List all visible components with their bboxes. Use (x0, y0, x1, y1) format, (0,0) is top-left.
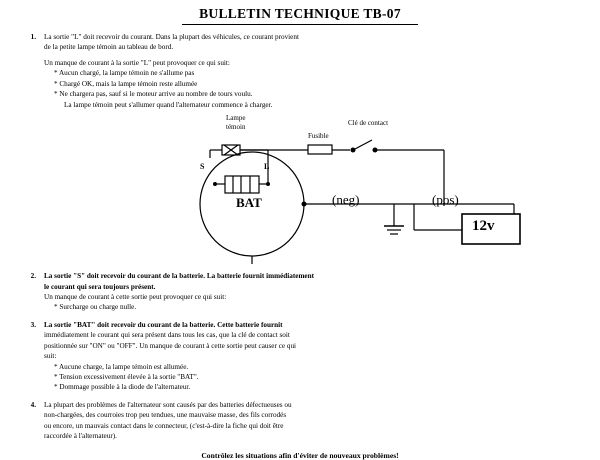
item-line: non-chargées, des courroies trop peu tendues, une mauvaise masse, des fils corrodés (44, 411, 287, 420)
item-line: positionnée sur "ON" ou "OFF". Un manque de courant à cette sortie peut causer ce qui (44, 341, 297, 350)
wiring-diagram (14, 114, 586, 264)
list-item (14, 320, 586, 393)
item-number: 2. (30, 272, 36, 281)
lamp-label-line1: Lampe (226, 114, 246, 123)
item-number: 1. (30, 33, 36, 41)
item-line: le courant qui sera toujours présent. (44, 282, 156, 291)
item-line: immédiatement le courant qui sera présent dans tous les cas, que la clé de contact soit (44, 331, 290, 340)
item-line: suit: (44, 352, 57, 361)
terminal-s-stud (213, 182, 217, 186)
title-underline (182, 24, 418, 25)
item-body (44, 320, 586, 393)
item-line: * Tension excessivement élevée à la sortie "BAT". (54, 373, 199, 381)
wiring-diagram-svg (14, 114, 586, 264)
item-line: La plupart des problèmes de l'alternateur sont causés par des batteries défectueuses ou (44, 400, 292, 409)
battery-label: 12v (472, 218, 495, 235)
item-line: La sortie "L" doit recevoir du courant. Dans la plupart des véhicules, ce courant provient (44, 33, 299, 41)
item-line: * Dommage possible à la diode de l'alternateur. (54, 383, 191, 392)
item-number: 4. (30, 400, 36, 409)
terminal-l-stud (266, 182, 270, 186)
item-line: Un manque de courant à la sortie "L" peut provoquer ce qui suit: (44, 58, 230, 67)
item-line: ou encore, un mauvais contact dans le connecteur, (c'est-à-dire la fiche qui doit être (44, 421, 284, 430)
item-body (44, 271, 586, 313)
alternator-label: BAT (236, 195, 262, 211)
item-number: 3. (30, 320, 36, 329)
item-line: de la petite lampe témoin au tableau de bord. (44, 43, 174, 52)
fuse-body (308, 145, 332, 154)
ignition-contact-left (351, 148, 356, 153)
document-title: BULLETIN TECHNIQUE TB-07 (199, 6, 401, 21)
item-body (44, 32, 586, 110)
item-line: * Surcharge ou charge nulle. (54, 303, 137, 312)
fuse-label: Fusible (308, 132, 329, 141)
pos-label: (pos) (432, 192, 459, 208)
item-line: La sortie "S" doit recevoir du courant de la batterie. La batterie fournit immédiatement (44, 272, 315, 281)
document-footer: Contrôlez les situations afin d'éviter de nouveaux problèmes! (201, 450, 399, 460)
lamp-label-line2: témoin (226, 123, 246, 132)
item-line: raccordée à l'alternateur). (44, 432, 117, 441)
terminal-s-label: S (200, 162, 205, 172)
item-line: La sortie "BAT" doit recevoir du courant de la batterie. Cette batterie fournit (44, 320, 283, 329)
item-line: * Ne chargera pas, sauf si le moteur arrive au nombre de tours voulu. (54, 90, 253, 99)
list-item (14, 32, 586, 110)
ignition-contact-right (373, 148, 378, 153)
list-item (14, 400, 586, 442)
list-item (14, 271, 586, 313)
item-line: Un manque de courant à cette sortie peut provoquer ce qui suit: (44, 292, 227, 301)
item-line: * Aucune charge, la lampe témoin est allumée. (54, 362, 189, 371)
item-line: * Aucun chargé, la lampe témoin ne s'allume pas (54, 69, 195, 78)
item-line: La lampe témoin peut s'allumer quand l'alternateur commence à charger. (64, 100, 273, 109)
item-line: * Chargé OK, mais la lampe témoin reste allumée (54, 79, 198, 88)
terminal-l-label: L (264, 162, 270, 172)
ignition-label: Clé de contact (348, 119, 389, 128)
neg-label: (neg) (332, 192, 360, 208)
regulator-box (225, 176, 259, 193)
item-body (44, 400, 586, 442)
